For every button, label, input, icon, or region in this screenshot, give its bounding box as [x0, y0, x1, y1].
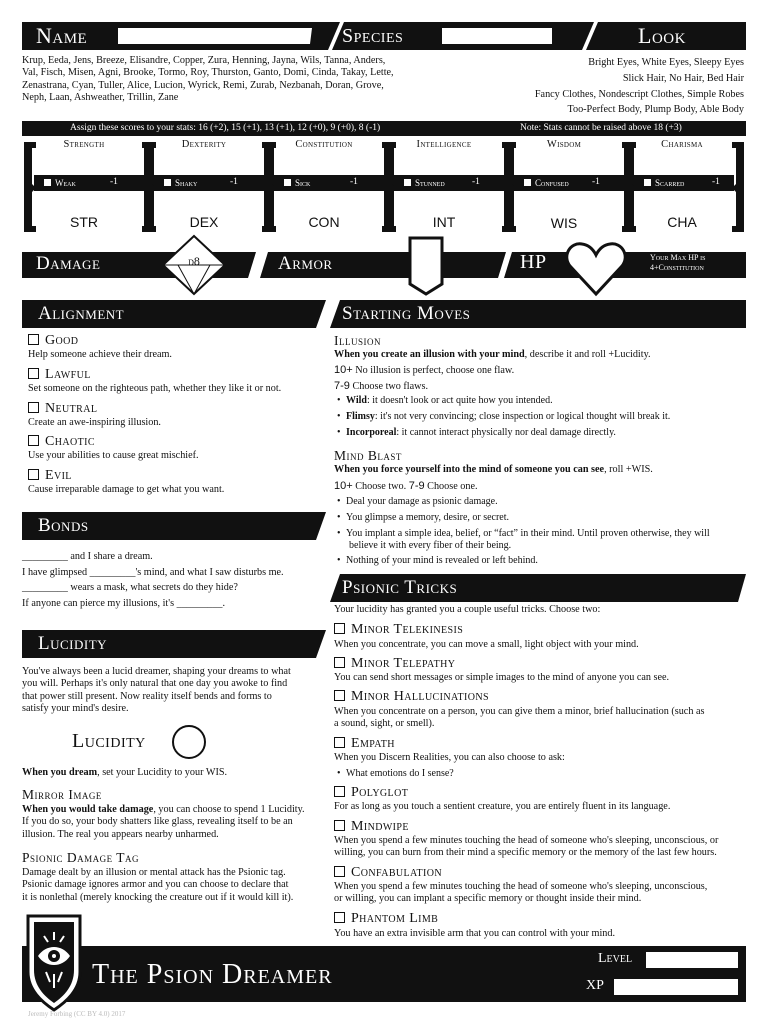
lucidity-track-circle[interactable] — [172, 725, 206, 759]
text: Choose two. — [355, 481, 407, 492]
trick-name: Mindwipe — [351, 819, 409, 834]
level-input[interactable] — [646, 952, 738, 968]
class-title: The Psion Dreamer — [92, 959, 333, 990]
checkbox[interactable] — [334, 623, 345, 634]
roll-result: 10+ — [334, 364, 353, 376]
stats-note-text: Note: Stats cannot be raised above 18 (+3) — [520, 123, 682, 133]
trick-name: Empath — [351, 736, 395, 751]
text: , describe it and roll +Lucidity. — [524, 349, 651, 360]
illusion-trigger — [334, 349, 651, 361]
hp-note — [650, 253, 706, 273]
checkbox[interactable] — [334, 866, 345, 877]
text: : it doesn't look or act quite how you intended. — [366, 395, 553, 406]
name-label: Name — [36, 23, 88, 48]
debility-mod: -1 — [230, 177, 238, 187]
trick-name: Polyglot — [351, 785, 409, 800]
roll-result: 7-9 — [408, 480, 425, 492]
alignment-name: Good — [45, 333, 79, 348]
combat-bar — [22, 234, 746, 298]
bold-text: Incorporeal — [346, 427, 397, 438]
names-line: Val, Fisch, Misen, Agni, Brooke, Tormo, Roy, Thurston, Ganto, Domi, Cinda, Takay, Lette, — [22, 67, 394, 79]
debility-checkbox[interactable]: Weak — [44, 178, 76, 188]
credit-text: Jeremy Forbing (CC BY 4.0) 2017 — [28, 1010, 126, 1018]
flaw-item — [346, 411, 670, 423]
alignment-name: Lawful — [45, 367, 91, 382]
damage-label: Damage — [36, 253, 101, 274]
mind-blast-trigger — [334, 464, 653, 476]
checkbox[interactable] — [28, 435, 39, 446]
names-line: Neph, Laan, Ashweather, Trillin, Zane — [22, 92, 179, 104]
xp-input[interactable] — [614, 979, 738, 995]
option-item: • Deal your damage as psionic damage. — [346, 496, 498, 508]
stats-assign-text: Assign these scores to your stats: 16 (+2), 15 (+1), 13 (+1), 12 (+0), 9 (+0), 8 (-1) — [70, 123, 381, 133]
bond-line[interactable]: If anyone can pierce my illusions, it's _________. — [22, 598, 225, 610]
psionic-tag-title: Psionic Damage Tag — [22, 850, 140, 865]
stat-abbr: STR — [70, 214, 98, 230]
name-input[interactable] — [118, 28, 312, 44]
text-line: a sound, sight, or smell). — [334, 718, 435, 730]
trick-desc — [334, 881, 707, 906]
alignment-desc: Cause irreparable damage to get what you want. — [28, 484, 225, 495]
stat-abbr: INT — [432, 214, 456, 230]
bond-line[interactable]: _________ and I share a dream. — [22, 551, 153, 562]
checkbox[interactable] — [334, 737, 345, 748]
alignment-title: Alignment — [38, 303, 125, 324]
trick-desc: When you Discern Realities, you can also choose to ask: — [334, 752, 565, 763]
bonds-list — [22, 549, 284, 612]
names-line: Krup, Eeda, Jens, Breeze, Elisandre, Copper, Zura, Henning, Jayna, Wils, Tanna, Anders, — [22, 55, 386, 66]
trick-name: Minor Telekinesis — [351, 622, 464, 637]
bold-text: When you create an illusion with your mind — [334, 349, 525, 360]
hp-label: HP — [520, 251, 547, 273]
psionic-tag-desc — [22, 867, 322, 904]
bold-text: When you force yourself into the mind of someone you can see — [334, 464, 605, 475]
mind-blast-results — [334, 480, 478, 493]
trick-name: Minor Hallucinations — [351, 689, 489, 704]
look-line: Too-Perfect Body, Plump Body, Able Body — [567, 104, 744, 116]
text-line: If you do so, your body shatters like glass, revealing itself to be an — [22, 816, 293, 828]
trick-desc: You have an extra invisible arm that you can control with your mind. — [334, 928, 616, 939]
flaw-item — [346, 395, 553, 407]
debility-mod: -1 — [110, 177, 118, 187]
species-label: Species — [342, 25, 404, 47]
alignment-desc: Set someone on the righteous path, whether they like it or not. — [28, 383, 282, 394]
stat-abbr: DEX — [189, 214, 219, 230]
mind-blast-title: Mind Blast — [334, 448, 402, 463]
lucidity-intro — [22, 666, 322, 716]
trick-desc — [334, 706, 704, 731]
checkbox[interactable] — [28, 368, 39, 379]
bold-text: When you would take damage — [22, 804, 154, 815]
tricks-intro: Your lucidity has granted you a couple useful tricks. Choose two: — [334, 604, 601, 615]
armor-input[interactable] — [412, 240, 442, 284]
trick-desc: When you concentrate, you can move a small, light object with your mind. — [334, 639, 639, 650]
bold-text: When you dream — [22, 767, 98, 778]
option-item: • You glimpse a memory, desire, or secret. — [346, 512, 509, 524]
text-line: it is nonlethal (merely knocking the creature out if it would kill it). — [22, 891, 294, 903]
level-label: Level — [598, 951, 633, 966]
bold-text: Wild — [346, 395, 367, 406]
checkbox[interactable] — [334, 690, 345, 701]
checkbox[interactable] — [28, 402, 39, 413]
trick-name: Minor Telepathy — [351, 656, 456, 671]
debility-mod: -1 — [472, 177, 480, 187]
alignment-name: Chaotic — [45, 434, 95, 449]
alignment-desc: Use your abilities to cause great mischief. — [28, 450, 199, 461]
look-list — [424, 55, 744, 118]
look-line: Slick Hair, No Hair, Bed Hair — [622, 72, 744, 84]
text-line: When you spend a few minutes touching the head of someone who's sleeping, unconscious, or — [334, 835, 719, 846]
mirror-image-desc — [22, 804, 322, 841]
look-line: Fancy Clothes, Nondescript Clothes, Simple Robes — [534, 88, 744, 100]
debility-mod: -1 — [712, 177, 720, 187]
lucidity-dream-rule — [22, 767, 227, 779]
illusion-10plus — [334, 364, 514, 377]
flaw-item — [346, 427, 616, 439]
text-line: satisfy your mind's desire. — [22, 703, 129, 715]
stat-name: Charisma — [661, 139, 703, 150]
hp-note-line: Your Max HP is — [650, 253, 706, 262]
trick-desc: For as long as you touch a sentient creature, you are entirely fluent in its language. — [334, 801, 671, 812]
debility-checkbox[interactable]: Sick — [284, 178, 310, 188]
debility-checkbox[interactable]: Stunned — [404, 178, 445, 188]
checkbox[interactable] — [28, 469, 39, 480]
text: , set your Lucidity to your WIS. — [97, 767, 228, 778]
alignment-name: Evil — [45, 468, 72, 483]
stat-name: Constitution — [295, 139, 353, 150]
debility-checkbox[interactable]: Scarred — [644, 178, 684, 188]
text: No illusion is perfect, choose one flaw. — [355, 365, 515, 376]
stat-abbr: WIS — [550, 215, 578, 231]
text-line: When you concentrate on a person, you can give them a minor, brief hallucination (such as — [334, 706, 705, 717]
debility-mod: -1 — [350, 177, 358, 187]
bond-line[interactable]: _________ wears a mask, what secrets do they hide? — [22, 582, 238, 594]
eye-emblem-icon — [22, 910, 86, 1014]
text-line: you will. Perhaps it's only natural that one day you awoke to find — [22, 678, 288, 690]
checkbox[interactable] — [334, 912, 345, 923]
hp-input[interactable] — [572, 244, 624, 284]
debility-checkbox[interactable]: Shaky — [164, 178, 197, 188]
alignment-name: Neutral — [45, 401, 98, 416]
text-line: Psionic damage ignores armor and you can choose to declare that — [22, 879, 289, 891]
roll-result: 10+ — [334, 480, 353, 492]
hp-note-line: 4+Constitution — [650, 263, 704, 272]
text: Choose two flaws. — [352, 381, 429, 392]
mirror-image-title: Mirror Image — [22, 787, 102, 802]
text-line: When you spend a few minutes touching the head of someone who's sleeping, unconscious, — [334, 881, 708, 892]
trick-name: Phantom Limb — [351, 911, 439, 926]
stat-name: Wisdom — [546, 139, 582, 150]
text-line: that power still present. Now reality itself bends and forms to — [22, 690, 272, 702]
debility-checkbox[interactable]: Confused — [524, 178, 569, 188]
stat-abbr: CHA — [667, 214, 697, 230]
names-list — [22, 55, 432, 105]
alignment-desc: Create an awe-inspiring illusion. — [28, 417, 161, 428]
stat-name: Dexterity — [181, 139, 227, 150]
stat-abbr: CON — [308, 214, 340, 230]
bonds-title: Bonds — [38, 515, 89, 536]
bold-text: Flimsy — [346, 411, 375, 422]
names-line: Zenastrana, Cyan, Tuller, Alice, Lucion, Wyrick, Remi, Zurab, Nezbanah, Doran, Grove, — [22, 79, 384, 91]
trick-name: Confabulation — [351, 865, 443, 880]
lucidity-title: Lucidity — [38, 633, 108, 654]
damage-die: d8 — [188, 254, 200, 268]
text: : it cannot interact physically nor deal damage directly. — [396, 427, 616, 438]
option-item: • Nothing of your mind is revealed or left behind. — [346, 555, 538, 567]
lucidity-track-label: Lucidity — [72, 730, 146, 752]
look-line: Bright Eyes, White Eyes, Sleepy Eyes — [588, 57, 744, 68]
text-line: willing, you can burn from their mind a specific memory or the memory of the last few hours. — [334, 847, 717, 859]
text: , roll +WIS. — [604, 464, 653, 475]
text-line: You've always been a lucid dreamer, shaping your dreams to what — [22, 666, 291, 677]
debility-mod: -1 — [592, 177, 600, 187]
question-item: • What emotions do I sense? — [346, 768, 454, 780]
checkbox[interactable] — [334, 820, 345, 831]
text: : it's not very convincing; close inspection or logical thought will break it. — [374, 411, 671, 422]
checkbox[interactable] — [334, 786, 345, 797]
illusion-79 — [334, 380, 428, 393]
option-item: • You implant a simple idea, belief, or “fact” in their mind. Until proven otherwise, they will — [346, 528, 710, 540]
checkbox[interactable] — [28, 334, 39, 345]
stat-name: Intelligence — [416, 139, 472, 150]
illusion-title: Illusion — [334, 333, 381, 348]
roll-result: 7-9 — [334, 380, 350, 392]
text-line: or willing, you can implant a specific memory or thought inside their mind. — [334, 893, 642, 905]
text-line: Damage dealt by an illusion or mental attack has the Psionic tag. — [22, 867, 286, 878]
text: , you can choose to spend 1 Lucidity. — [153, 804, 305, 815]
armor-label: Armor — [278, 253, 333, 274]
species-input[interactable] — [442, 28, 552, 44]
trick-desc — [334, 835, 718, 860]
starting-moves-title: Starting Moves — [342, 303, 471, 324]
checkbox[interactable] — [334, 657, 345, 668]
alignment-desc: Help someone achieve their dream. — [28, 349, 172, 360]
trick-desc: You can send short messages or simple images to the mind of anyone you can see. — [334, 672, 670, 683]
bond-line[interactable]: I have glimpsed _________'s mind, and what I saw disturbs me. — [22, 566, 284, 578]
text: Choose one. — [427, 481, 478, 492]
look-label: Look — [638, 23, 686, 48]
option-item-cont: believe it with every fiber of their being. — [349, 540, 512, 551]
stat-name: Strength — [63, 139, 105, 150]
psionic-tricks-title: Psionic Tricks — [342, 577, 458, 598]
xp-label: XP — [586, 978, 604, 993]
text-line: illusion. The real you appears nearby unharmed. — [22, 828, 219, 840]
